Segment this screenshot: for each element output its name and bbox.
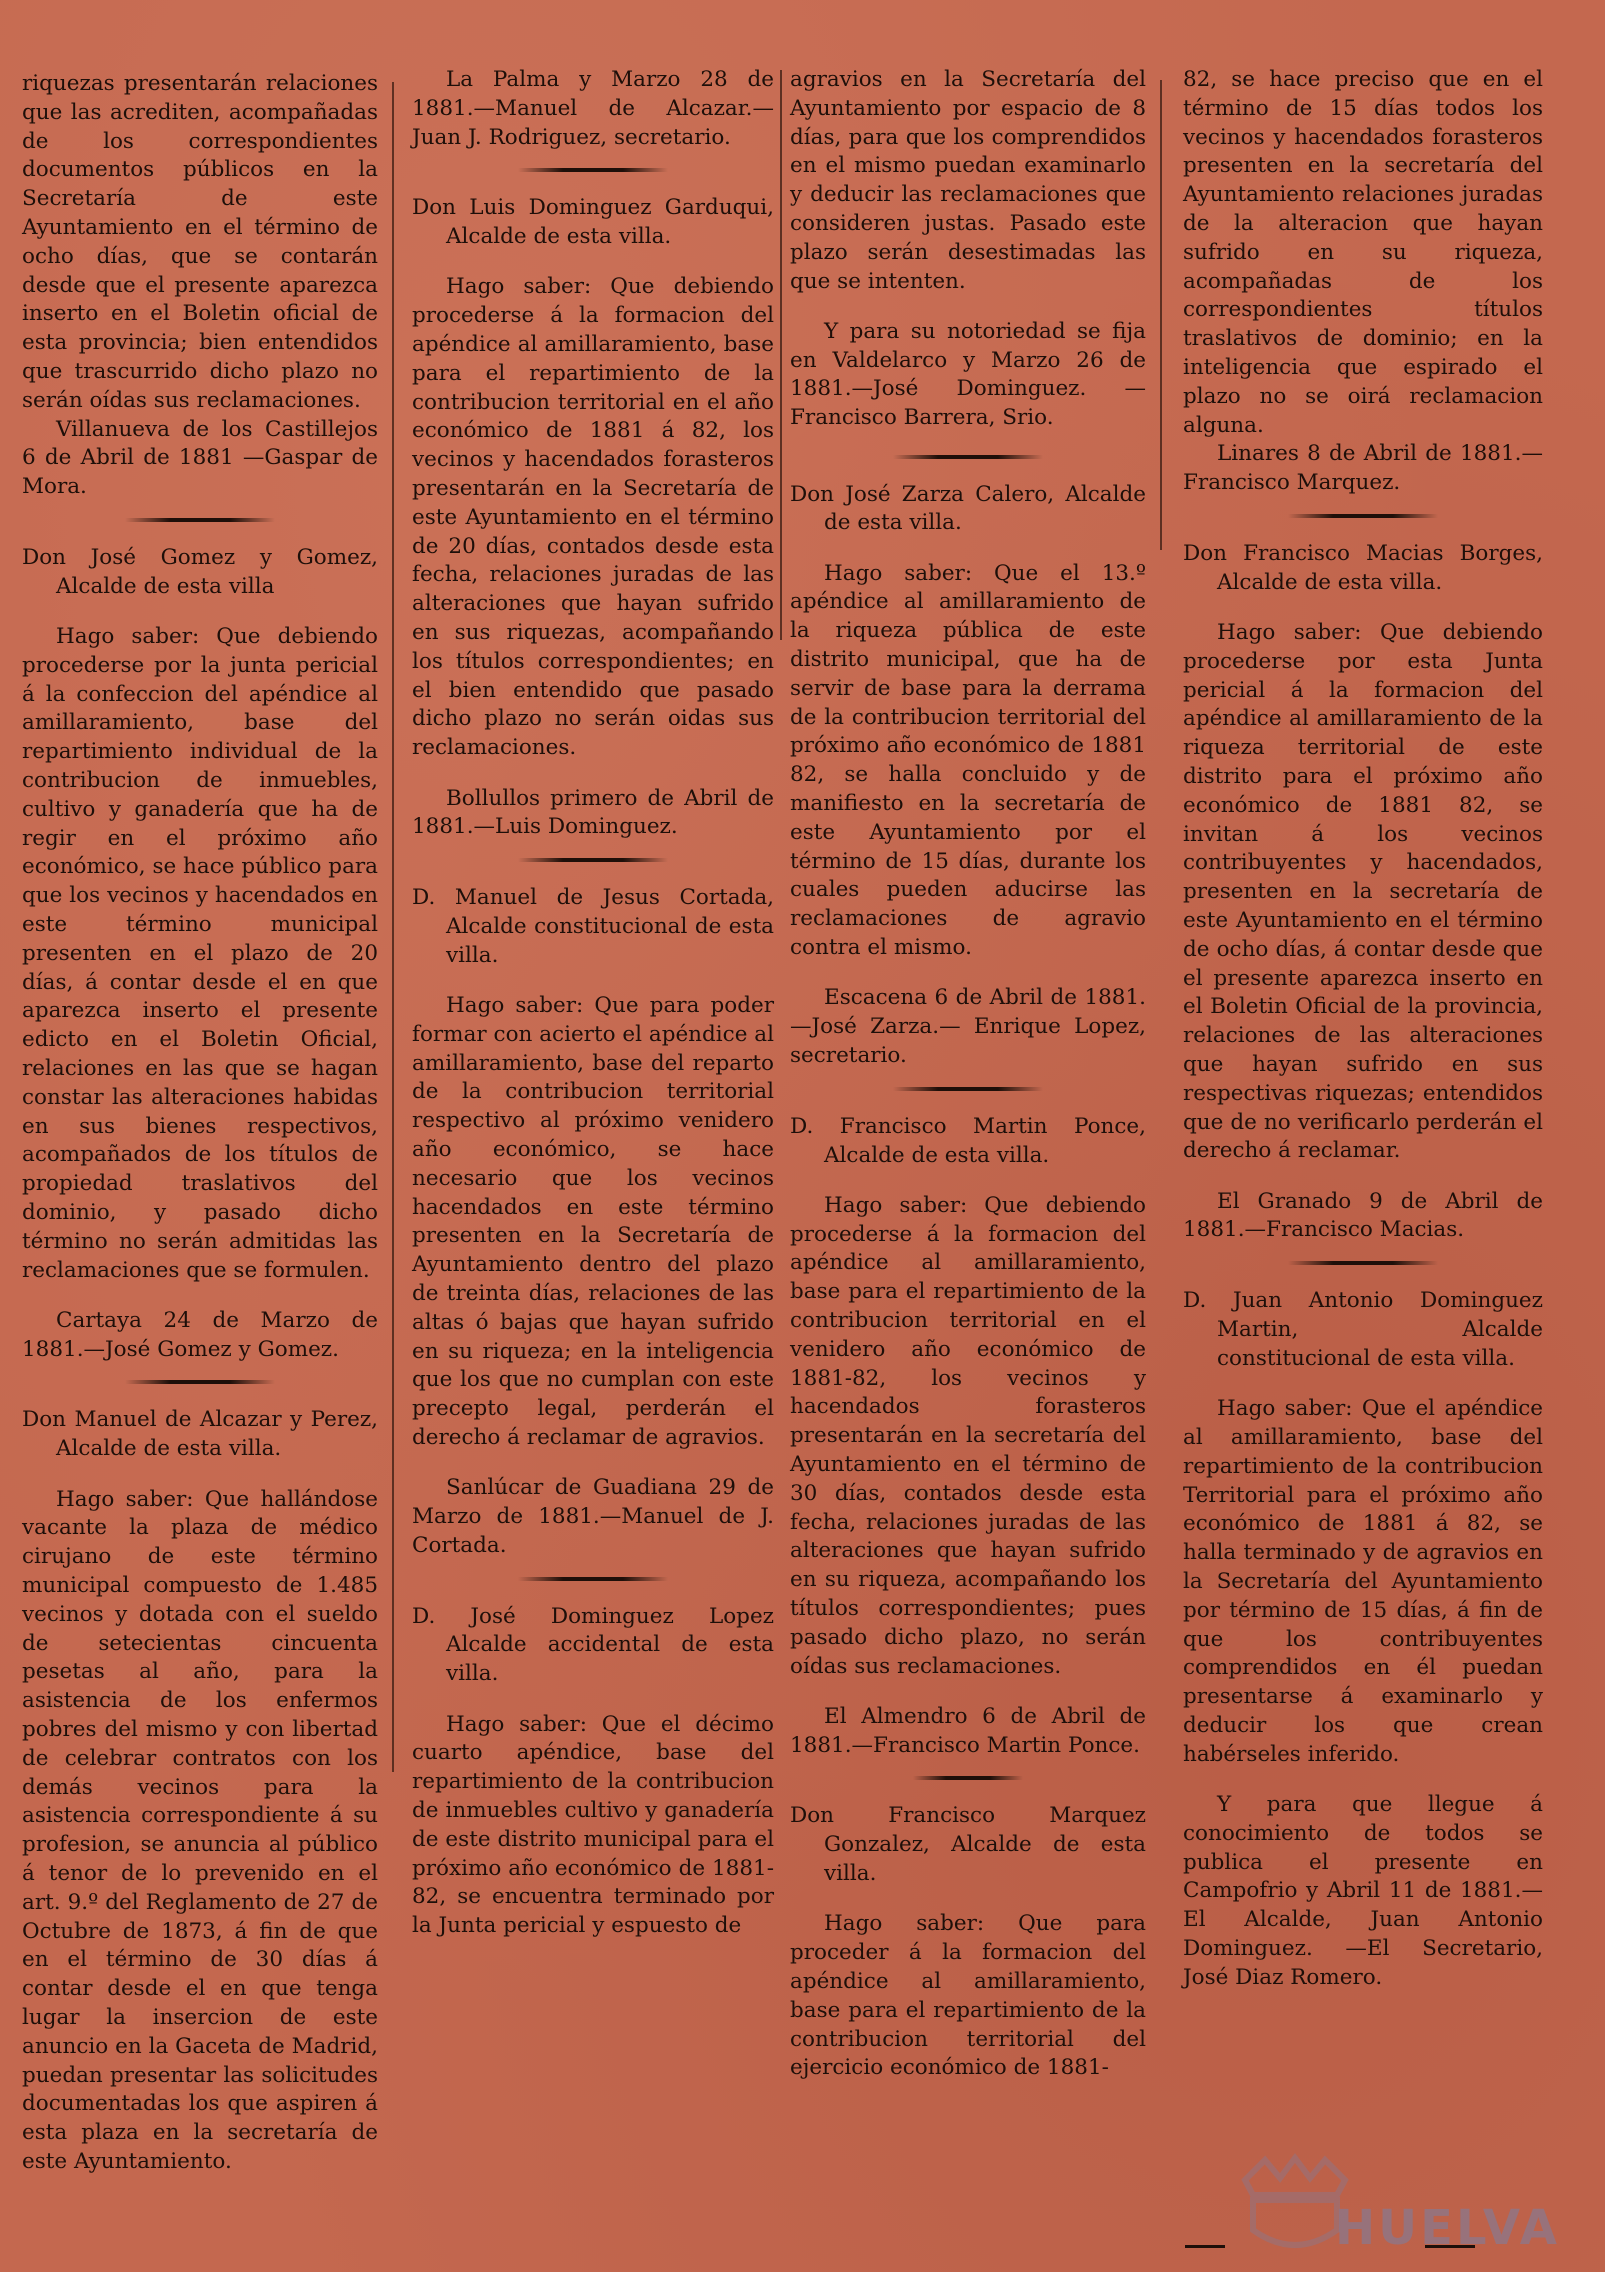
notice-paragraph: Hago saber: Que debiendo procederse por esta Junta pericial á la formacion del apéndice al amillaramiento de la riqueza territorial de este distrito para el próximo año económico de 1881 82, se invitan á los vecinos contribuyentes y hacendados, presenten en la secretaría de este Ayuntamiento en el término de ocho días, á contar desde que el presente aparezca inserto en el Boletin Oficial de la provincia, relaciones de las alteraciones que hayan sufrido en sus respectivas riquezas; entendidos que de no verificarlo perderán el derecho á reclamar. (1183, 620, 1543, 1164)
column-divider (392, 82, 394, 1772)
watermark-text: HUELVA (1335, 2200, 1560, 2256)
notice-signature: Bollullos primero de Abril de 1881.—Luis Dominguez. (412, 785, 774, 840)
notice-paragraph: Hago saber: Que el décimo cuarto apéndice, base del repartimiento de la contribucion de inmuebles cultivo y ganadería de este distrito municipal para el próximo año económico de 1881-82, se encuentra terminado por la Junta pericial y espuesto de (412, 1711, 774, 1939)
section-separator (893, 1087, 1043, 1091)
notice-heading: D. Francisco Martin Ponce, Alcalde de esta villa. (790, 1113, 1146, 1168)
section-separator (1288, 514, 1438, 518)
notice-paragraph: Hago saber: Que el 13.º apéndice al amillaramiento de la riqueza pública de este distrito municipal, que ha de servir de base para la derrama de la contribucion territorial del próximo año económico de 1881 82, se halla concluido y de manifiesto en la secretaría de este Ayuntamiento por el término de 15 días, durante los cuales pueden aducirse las reclamaciones de agravio contra el mismo. (790, 560, 1146, 961)
notice-paragraph: 82, se hace preciso que en el término de 15 días todos los vecinos y hacendados forasteros presenten en la secretaría del Ayuntamiento relaciones juradas de la alteracion que hayan sufrido en su riqueza, acompañadas de los correspondientes títulos traslativos de dominio; en la inteligencia que espirado el plazo no se oirá reclamacion alguna. (1183, 67, 1543, 438)
notice-signature: Linares 8 de Abril de 1881.—Francisco Marquez. (1183, 441, 1543, 496)
column-1 (22, 70, 378, 2232)
section-separator (125, 518, 275, 522)
section-separator (125, 1380, 275, 1384)
section-separator (913, 1776, 1023, 1780)
notice-paragraph: Hago saber: Que debiendo procederse á la formacion del apéndice al amillaramiento, base para el repartimiento de la contribucion territorial en el año económico de 1881 á 82, los vecinos y hacendados forasteros presentarán en la Secretaría de este Ayuntamiento en el término de 20 días, contados desde esta fecha, relaciones juradas de las alteraciones que hayan sufrido en sus riquezas, acompañando los títulos correspondientes; en el bien entendido que pasado dicho plazo no serán oidas sus reclamaciones. (412, 274, 774, 761)
notice-heading: Don José Gomez y Gomez, Alcalde de esta villa (22, 544, 378, 599)
notice-signature: El Almendro 6 de Abril de 1881.—Francisco Martin Ponce. (790, 1703, 1146, 1758)
notice-heading: D. Juan Antonio Dominguez Martin, Alcalde constitucional de esta villa. (1183, 1288, 1543, 1371)
notice-paragraph: Hago saber: Que debiendo procederse por la junta pericial á la confeccion del apéndice al amillaramiento, base del repartimiento individual de la contribucion de inmuebles, cultivo y ganadería que ha de regir en el próximo año económico, se hace público para que los vecinos y hacendados en este término municipal presenten en el plazo de 20 días, á contar desde el en que aparezca inserto el presente edicto en el Boletin Oficial, relaciones en las que se hagan constar las alteraciones habidas en sus bienes respectivos, acompañados de los títulos de propiedad traslativos del dominio, y pasado dicho término no serán admitidas las reclamaciones que se formulen. (22, 624, 378, 1283)
notice-heading: D. José Dominguez Lopez Alcalde accidental de esta villa. (412, 1603, 774, 1687)
notice-paragraph: Hago saber: Que para proceder á la formacion del apéndice al amillaramiento, base para el repartimiento de la contribucion territorial del ejercicio económico de 1881- (790, 1911, 1146, 2081)
notice-signature: La Palma y Marzo 28 de 1881.—Manuel de Alcazar.—Juan J. Rodriguez, secretario. (412, 67, 774, 150)
end-rule (1185, 2245, 1225, 2248)
notice-paragraph: Y para su notoriedad se fija en Valdelarco y Marzo 26 de 1881.—José Dominguez. —Francisco Barrera, Srio. (790, 318, 1146, 431)
notice-paragraph: Hago saber: Que el apéndice al amillaramiento, base del repartimiento de la contribucion Territorial para el próximo año económico de 1881 á 82, se halla terminado y de agravios en la Secretaría del Ayuntamiento por término de 15 días, á fin de que los contribuyentes comprendidos en él puedan presentarse á examinarlo y deducir los que crean habérseles inferido. (1183, 1396, 1543, 1767)
notice-heading: D. Manuel de Jesus Cortada, Alcalde constitucional de esta villa. (412, 885, 774, 968)
notice-heading: Don Luis Dominguez Garduqui, Alcalde de esta villa. (412, 195, 774, 250)
column-4 (1183, 66, 1543, 2232)
notice-signature: Villanueva de los Castillejos 6 de Abril de 1881 —Gaspar de Mora. (22, 416, 378, 500)
section-separator (518, 168, 668, 172)
column-3 (790, 66, 1146, 2232)
section-separator (518, 858, 668, 862)
notice-heading: Don Manuel de Alcazar y Perez, Alcalde de esta villa. (22, 1407, 378, 1462)
column-2 (412, 66, 774, 2232)
notice-paragraph: Hago saber: Que hallándose vacante la plaza de médico cirujano de este término municipal compuesto de 1.485 vecinos y dotada con el sueldo de setecientas cincuenta pesetas al año, para la asistencia de los enfermos pobres del mismo y con libertad de celebrar contratos con los demás vecinos para la asistencia correspondiente á su profesion, se anuncia al público á tenor de lo prevenido en el art. 9.º del Reglamento de 27 de Octubre de 1873, á fin de que en el término de 30 días á contar desde el en que tenga lugar la insercion de este anuncio en la Gaceta de Madrid, puedan presentar las solicitudes documentadas los que aspiren á esta plaza en la secretaría de este Ayuntamiento. (22, 1486, 378, 2174)
notice-heading: Don José Zarza Calero, Alcalde de esta villa. (790, 481, 1146, 536)
notice-signature: Cartaya 24 de Marzo de 1881.—José Gomez y Gomez. (22, 1307, 378, 1362)
notice-paragraph: riquezas presentarán relaciones que las acrediten, acompañadas de los correspondientes documentos públicos en la Secretaría de este Ayuntamiento en el término de ocho días, que se contarán desde que el presente aparezca inserto en el Boletin oficial de esta provincia; bien entendidos que trascurrido dicho plazo no serán oídas sus reclamaciones. (22, 71, 378, 413)
notice-paragraph: Y para que llegue á conocimiento de todos se publica el presente en Campofrio y Abril 11 de 1881.—El Alcalde, Juan Antonio Dominguez. —El Secretario, José Diaz Romero. (1183, 1792, 1543, 1990)
notice-signature: El Granado 9 de Abril de 1881.—Francisco Macias. (1183, 1188, 1543, 1243)
column-divider (780, 70, 782, 640)
column-divider (1160, 80, 1162, 550)
notice-paragraph: agravios en la Secretaría del Ayuntamiento por espacio de 8 días, para que los comprendidos en el mismo puedan examinarlo y deducir las reclamaciones que consideren justas. Pasado este plazo serán desestimadas las que se intenten. (790, 67, 1146, 294)
section-separator (1288, 1261, 1438, 1265)
notice-heading: Don Francisco Macias Borges, Alcalde de esta villa. (1183, 540, 1543, 595)
section-separator (518, 1577, 668, 1581)
notice-signature: Sanlúcar de Guadiana 29 de Marzo de 1881.—Manuel de J. Cortada. (412, 1475, 774, 1558)
notice-paragraph: Hago saber: Que para poder formar con acierto el apéndice al amillaramiento, base del reparto de la contribucion territorial respectivo al próximo venidero año económico, se hace necesario que los vecinos hacendados en este término presenten en la Secretaría de Ayuntamiento dentro del plazo de treinta días, relaciones de las altas ó bajas que hayan sufrido en su riqueza; en la inteligencia que los que no cumplan con este precepto legal, perderán el derecho á reclamar de agravios. (412, 993, 774, 1450)
section-separator (893, 455, 1043, 459)
notice-signature: Escacena 6 de Abril de 1881.—José Zarza.— Enrique Lopez, secretario. (790, 985, 1146, 1068)
notice-heading: Don Francisco Marquez Gonzalez, Alcalde de esta villa. (790, 1803, 1146, 1887)
notice-paragraph: Hago saber: Que debiendo procederse á la formacion del apéndice al amillaramiento, base para el repartimiento de la contribucion territorial en el venidero año económico de 1881-82, los vecinos y hacendados forasteros presentarán en la secretaría del Ayuntamiento en el término de 30 días, contados desde esta fecha, relaciones juradas de las alteraciones que hayan sufrido en su riqueza, acompañando los títulos correspondientes; pues pasado dicho plazo, no serán oídas sus reclamaciones. (790, 1192, 1146, 1679)
